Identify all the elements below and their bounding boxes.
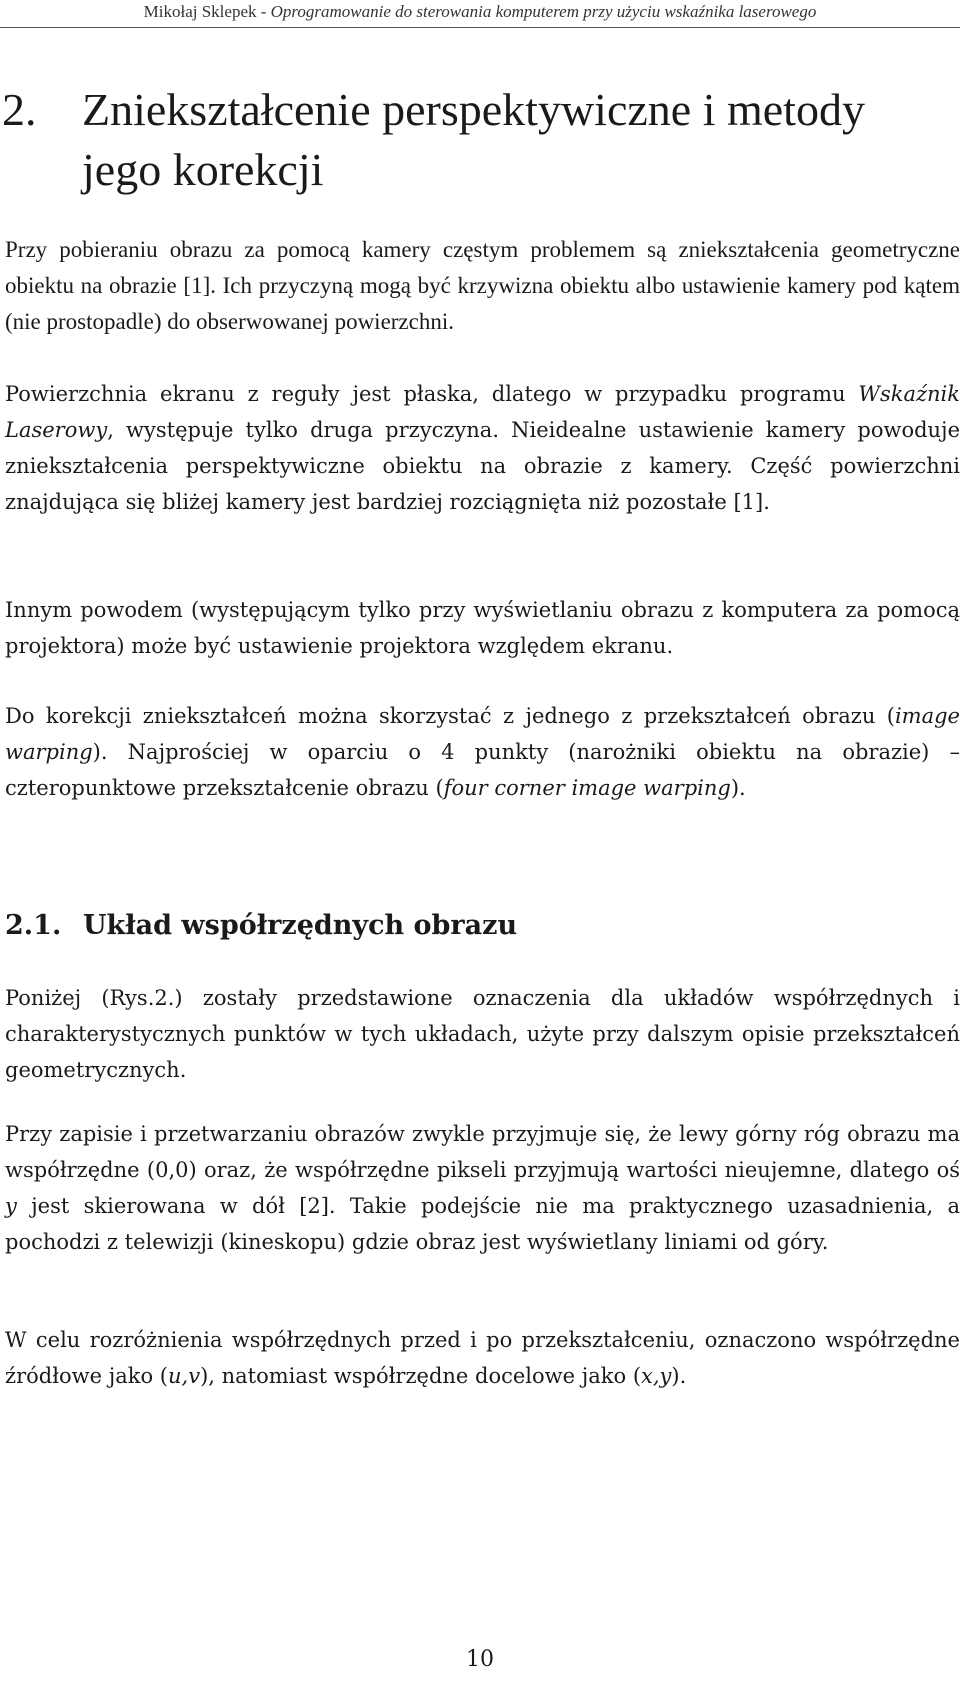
paragraph-4-italic-2: four corner image warping (443, 776, 731, 800)
paragraph-2 (5, 376, 960, 520)
paragraph-3 (5, 592, 960, 664)
paragraph-2-text-b: , występuje tylko druga przyczyna. Nieidealne ustawienie kamery powoduje zniekształcenia perspektywiczne obiektu na obrazie z kamery. Część powierzchni znajdująca się bliżej kamery jest bardziej rozciągnięta niż pozostałe [1]. (5, 418, 960, 514)
paragraph-4-text-b: ). Najprościej w oparciu o 4 punkty (narożniki obiektu na obrazie) – czteropunktowe przekształcenie obrazu ( (5, 740, 960, 800)
section-paragraph-3-italic-1: u,v (168, 1364, 201, 1388)
paragraph-4 (5, 698, 960, 806)
running-header (0, 0, 960, 22)
section-paragraph-3 (5, 1322, 960, 1394)
section-paragraph-2-text-a: Przy zapisie i przetwarzaniu obrazów zwykle przyjmuje się, że lewy górny róg obrazu ma współrzędne (0,0) oraz, że współrzędne pikseli przyjmują wartości nieujemne, dlatego oś (5, 1122, 960, 1182)
section-paragraph-3-text-b: ), natomiast współrzędne docelowe jako ( (200, 1364, 642, 1388)
paragraph-4-text-a: Do korekcji zniekształceń można skorzystać z jednego z przekształceń obrazu ( (5, 704, 895, 728)
paragraph-3-text: Innym powodem (występującym tylko przy wyświetlaniu obrazu z komputera za pomocą projektora) może być ustawienie projektora względem ekranu. (5, 598, 960, 658)
section-paragraph-3-text-c: ). (671, 1364, 687, 1388)
section-paragraph-2-italic: y (5, 1194, 17, 1218)
section-paragraph-1 (5, 980, 960, 1088)
page-number: 10 (466, 1647, 494, 1672)
section-number: 2.1. (5, 910, 62, 941)
header-rule (0, 27, 960, 28)
chapter-number: 2. (2, 84, 37, 135)
header-title: Oprogramowanie do sterowania komputerem przy użyciu wskaźnika laserowego (270, 2, 817, 21)
paragraph-1 (5, 232, 960, 340)
section-paragraph-3-italic-2: x,y (641, 1364, 672, 1388)
section-paragraph-2 (5, 1116, 960, 1260)
paragraph-4-text-c: ). (730, 776, 746, 800)
chapter-title: Zniekształcenie perspektywiczne i metody jego korekcji (82, 84, 865, 195)
section-paragraph-1-text: Poniżej (Rys.2.) zostały przedstawione oznaczenia dla układów współrzędnych i charakterystycznych punktów w tych układach, użyte przy dalszym opisie przekształceń geometrycznych. (5, 986, 960, 1082)
paragraph-2-text-a: Powierzchnia ekranu z reguły jest płaska, dlatego w przypadku programu (5, 382, 859, 406)
paragraph-2-italic: Wskaźnik Laserowy (5, 382, 960, 442)
paragraph-4-italic-1: image warping (5, 704, 960, 764)
paragraph-1-text: Przy pobieraniu obrazu za pomocą kamery częstym problemem są zniekształcenia geometryczne obiektu na obrazie [1]. Ich przyczyną mogą być krzywizna obiektu albo ustawienie kamery pod kątem (nie prostopadle) do obserwowanej powierzchni. (5, 237, 960, 334)
section-paragraph-3-text-a: W celu rozróżnienia współrzędnych przed i po przekształceniu, oznaczono współrzędne źródłowe jako ( (5, 1328, 960, 1388)
section-title: Układ współrzędnych obrazu (83, 910, 518, 941)
section-heading (5, 910, 905, 941)
section-paragraph-2-text-b: jest skierowana w dół [2]. Takie podejście nie ma praktycznego uzasadnienia, a pochodzi z telewizji (kineskopu) gdzie obraz jest wyświetlany liniami od góry. (5, 1194, 960, 1254)
header-author: Mikołaj Sklepek - (143, 2, 271, 21)
